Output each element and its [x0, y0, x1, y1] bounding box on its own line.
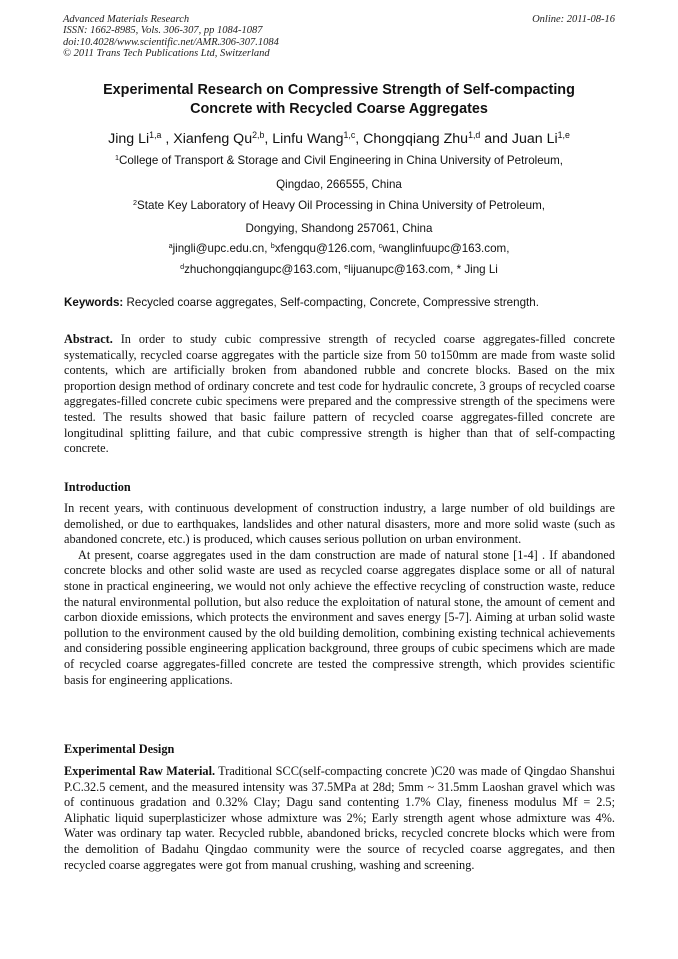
email-line-1 [40, 242, 638, 257]
email-sup: a [168, 241, 173, 251]
author-name: Xianfeng Qu [173, 131, 253, 147]
email-separator: , [506, 242, 510, 255]
keywords [64, 296, 616, 310]
affiliation-sup: 2 [133, 198, 138, 208]
author-affil-sup: 2,b [252, 130, 265, 141]
title-line-2: Concrete with Recycled Coarse Aggregates [190, 101, 488, 117]
affiliation-2-line-2: Dongying, Shandong 257061, China [245, 222, 433, 235]
author-separator: , [264, 131, 273, 147]
email-sup: c [378, 241, 383, 251]
email-separator: , * Jing Li [450, 263, 498, 276]
email-separator: , [337, 263, 345, 276]
author-email: zhuchongqiangupc@163.com [184, 263, 338, 276]
email-sup: e [344, 262, 349, 272]
issn-line: ISSN: 1662-8985, Vols. 306-307, pp 1084-1087 [63, 25, 263, 37]
section-heading-experimental-design: Experimental Design [64, 742, 175, 756]
abstract-label: Abstract. [64, 332, 113, 346]
journal-name: Advanced Materials Research [63, 14, 190, 25]
abstract [64, 332, 615, 457]
author-separator: , [355, 131, 364, 147]
author-email: lijuanupc@163.com [348, 263, 451, 276]
paragraph: Traditional SCC(self-compacting concrete )C20 was made of Qingdao Shanshui P.C.32.5 cement, and the measured intensity was 37.5MPa at 28d; 5mm ~ 31.5mm Laoshan gravel which was of continuous gradation and 0.32% Clay; Dagu sand contenting 1.7% Clay, fineness modulus Mf = 2.5; Aliphatic liquid superplasticizer whose admixture was 2%; Early strength agent whose admixture was 4%. Water was ordinary tap water. Recycled rubble, abandoned bricks, recycled concrete blocks which were from the demolition of Badahu Qingdao community were the source of recycled coarse aggregates, and then recycled coarse aggregates were got from manual crushing, washing and screening. [64, 764, 615, 872]
journal-header [63, 14, 279, 60]
author-list [40, 129, 638, 150]
author-affil-sup: 1,e [557, 130, 570, 141]
paper-title [40, 81, 638, 119]
email-separator: , [264, 242, 271, 255]
email-sup: b [270, 241, 275, 251]
author-affil-sup: 1,d [468, 130, 481, 141]
affiliation-text: College of Transport & Storage and Civil Engineering in China University of Petroleum, [118, 154, 563, 167]
paragraph: In recent years, with continuous development of construction industry, a large number of old buildings are demolished, or due to earthquakes, landslides and other natural disasters, more and more solid waste (such as abandoned concrete, etc.) is produced, which causes serious pollution on urban environment. [64, 501, 615, 547]
online-date: Online: 2011-08-16 [532, 14, 615, 25]
author-name: Linfu Wang [272, 131, 344, 147]
copyright-line: © 2011 Trans Tech Publications Ltd, Switzerland [63, 48, 270, 60]
affiliation-sup: 1 [114, 153, 119, 163]
title-line-1: Experimental Research on Compressive Strength of Self-compacting [103, 82, 575, 98]
author-name: Chongqiang Zhu [363, 131, 469, 147]
affiliation-1-line-1 [40, 154, 638, 169]
email-separator: , [372, 242, 379, 255]
author-separator: , [161, 131, 174, 147]
section-heading-introduction: Introduction [64, 480, 131, 494]
introduction-body [64, 501, 615, 688]
affiliation-1-line-2: Qingdao, 266555, China [276, 178, 402, 191]
author-name: Juan Li [511, 131, 558, 147]
author-email: wanglinfuupc@163.com [382, 242, 507, 255]
experimental-design-body [64, 764, 615, 873]
abstract-text: In order to study cubic compressive strength of recycled coarse aggregates-filled concrete systematically, recycled coarse aggregates with the particle size from 50 to150mm are made from waste solid contents, which are artificially broken from abandoned rubble and concrete blocks. Based on the mix proportion design method of ordinary concrete and test code for hydraulic concrete, 3 groups of recycled coarse aggregates-filled concrete cubic specimens were prepared and the compressive strength of the specimens were tested. The results showed that basic failure pattern of recycled coarse aggregates-filled concrete are longitudinal splitting failure, and that cubic compressive strength is higher than that of self-compacting concrete. [64, 332, 615, 456]
doi-line: doi:10.4028/www.scientific.net/AMR.306-307.1084 [63, 36, 279, 48]
author-name: Jing Li [108, 131, 150, 147]
email-line-2 [40, 263, 638, 278]
author-affil-sup: 1,a [149, 130, 162, 141]
email-sup: d [180, 262, 185, 272]
author-email: xfengqu@126.com [274, 242, 373, 255]
affiliation-text: State Key Laboratory of Heavy Oil Processing in China University of Petroleum, [137, 199, 545, 212]
author-affil-sup: 1,c [343, 130, 356, 141]
keywords-text: Recycled coarse aggregates, Self-compacting, Concrete, Compressive strength. [123, 296, 539, 309]
paragraph: At present, coarse aggregates used in the dam construction are made of natural stone [1-4] . If abandoned concrete blocks and other solid waste are used as recycled coarse aggregates displace some or all of natural stone in practical engineering, we would not only achieve the effective recycling of construction waste, reduce the natural environmental pollution, but also reduce the exploitation of natural stone, the amount of cement and carbon dioxide emissions, which protects the environment and saves energy [5-7]. Aiming at urban solid waste pollution to the environment caused by the old building demolition, combining existing technical achievements and considering possible engineering application background, three groups of cubic specimens which are made of recycled coarse aggregates-filled concrete are tested the compressive strength, which provides scientific basis for engineering applications. [64, 547, 615, 687]
author-separator: and [480, 131, 512, 147]
keywords-label: Keywords: [64, 296, 124, 309]
author-email: jingli@upc.edu.cn [172, 242, 265, 255]
subsection-label: Experimental Raw Material. [64, 764, 216, 778]
affiliation-2-line-1 [40, 199, 638, 214]
